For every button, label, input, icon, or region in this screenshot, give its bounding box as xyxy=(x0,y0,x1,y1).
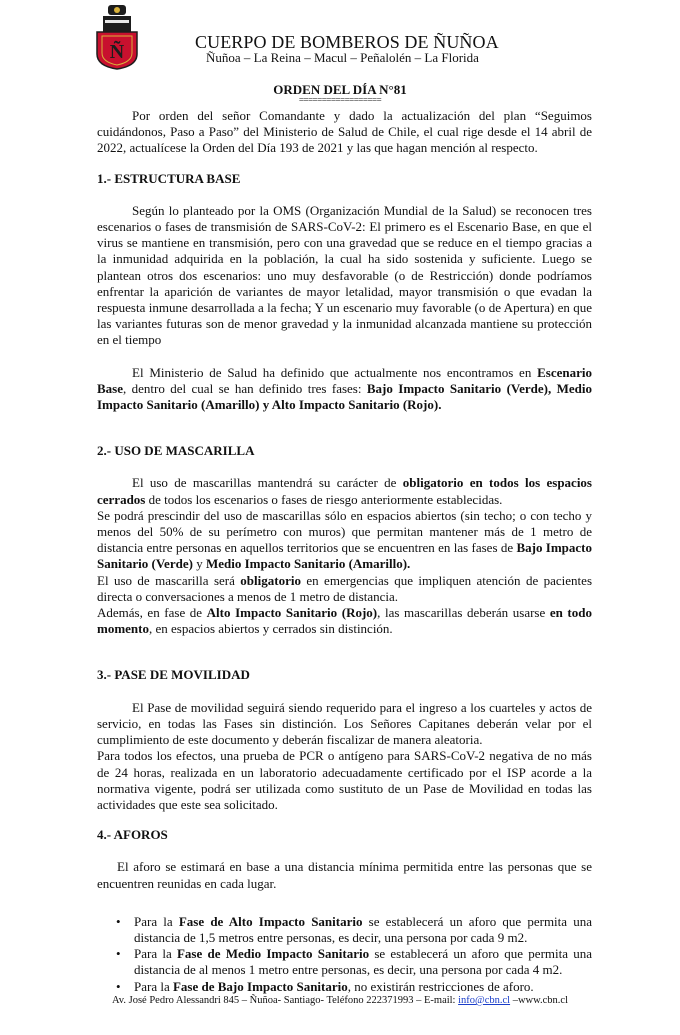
email-link[interactable]: info@cbn.cl xyxy=(458,995,511,1006)
order-title: ORDEN DEL DÍA N°81 xyxy=(273,82,407,97)
list-item: • Para la Fase de Bajo Impacto Sanitario, no existirán restricciones de aforo. xyxy=(116,978,534,994)
section-3-paragraph-2: Para todos los efectos, una prueba de PCR o antígeno para SARS-CoV-2 negativa de no más de 24 horas, realizada en un laboratorio adecuadamente certificado por el ISP acorde a la normativa vigente, podrá ser utilizada como sustituto de un Pase de Movilidad en todas las actividades que este sea solicitado. xyxy=(97,748,592,812)
list-item: • Para la Fase de Alto Impacto Sanitario se establecerá un aforo que permita una distancia de 1,5 metros entre personas, es decir, una persona por cada 9 m2. xyxy=(116,913,593,945)
section-1-paragraph-2: El Ministerio de Salud ha definido que actualmente nos encontramos en Escenario Base, dentro del cual se han definido tres fases: Bajo Impacto Sanitario (Verde), Medio Impacto Sanitario (Amarillo) y Alto Impacto Sanitario (Rojo). xyxy=(97,364,592,413)
section-4-title: 4.- AFOROS xyxy=(97,827,168,843)
list-item: • Para la Fase de Medio Impacto Sanitario se establecerá un aforo que permita una distancia de al menos 1 metro entre personas, es decir, una persona por cada 4 m2. xyxy=(116,946,593,978)
document-body xyxy=(97,108,592,995)
aforo-list xyxy=(97,914,592,995)
section-1-paragraph-1: Según lo planteado por la OMS (Organización Mundial de la Salud) se reconocen tres escenarios o fases de transmisión de SARS-CoV-2: El primero es el Escenario Base, en que el virus se mantiene en transmisión, pero con una gravedad que se reduce en el tiempo gracias a la inmunidad adquirida en la población, la cual ha sido sostenida y suficiente. Luego se plantean otros dos escenarios: uno muy desfavorable (o de Restricción) donde podríamos enfrentar la aparición de variantes de mayor letalidad, mayor transmisión o que evadan la respuesta inmune desarrollada a la fecha; Y un escenario muy favorable (o de Apertura) en que las variantes futuras son de menor gravedad y la inmunidad alcanzada mantiene su protección en el tiempo xyxy=(97,202,592,348)
section-3-paragraph-1: El Pase de movilidad seguirá siendo requerido para el ingreso a los cuarteles y actos de servicio, en todas las Fases sin distinción. Los Señores Capitanes deberán velar por el cumplimiento de este documento y deberán fiscalizar de manera aleatoria. xyxy=(97,699,592,748)
header-title: CUERPO DE BOMBEROS DE ÑUÑOA xyxy=(195,32,499,52)
page-footer: Av. José Pedro Alessandri 845 – Ñuñoa- Santiago- Teléfono 222371993 – E-mail: info@cbn.cl –www.cbn.cl xyxy=(112,995,568,1006)
bullet-icon: • xyxy=(116,946,121,962)
logo-letter: Ñ xyxy=(109,41,125,63)
section-2-paragraph-1: El uso de mascarillas mantendrá su carácter de obligatorio en todos los espacios cerrados de todos los escenarios o fases de riesgo anteriormente establecidas. xyxy=(97,475,592,507)
section-2-title: 2.- USO DE MASCARILLA xyxy=(97,443,255,459)
intro-paragraph: Por orden del señor Comandante y dado la actualización del plan “Seguimos cuidándonos, Paso a Paso” del Ministerio de Salud de Chile, el cual rige desde el 14 abril de 2022, actualícese la Orden del Día 193 de 2021 y las que hagan mención al respecto. xyxy=(97,108,592,156)
bullet-icon: • xyxy=(116,913,121,929)
section-1-title: 1.- ESTRUCTURA BASE xyxy=(97,170,241,186)
bullet-icon: • xyxy=(116,978,121,994)
section-3-title: 3.- PASE DE MOVILIDAD xyxy=(97,667,250,683)
fire-department-logo-icon xyxy=(94,4,140,70)
section-2-paragraph-3: El uso de mascarilla será obligatorio en emergencias que impliquen atención de pacientes directa o conversaciones a menos de 1 metro de distancia. xyxy=(97,572,592,604)
title-underline-rule: ================== xyxy=(298,95,382,105)
header-subtitle: Ñuñoa – La Reina – Macul – Peñalolén – La Florida xyxy=(206,50,479,65)
section-2-paragraph-2: Se podrá prescindir del uso de mascarillas sólo en espacios abiertos (sin techo; o con techo y menos del 50% de su perímetro con muros) que permitan mantener más de 1 metro de distancia entre personas en aquellos territorios que se encuentren en las fases de Bajo Impacto Sanitario (Verde) y Medio Impacto Sanitario (Amarillo). xyxy=(97,507,593,572)
section-2-paragraph-4: Además, en fase de Alto Impacto Sanitario (Rojo), las mascarillas deberán usarse en todo momento, en espacios abiertos y cerrados sin distinción. xyxy=(97,605,592,637)
section-4-paragraph-1: El aforo se estimará en base a una distancia mínima permitida entre las personas que se encuentren reunidas en cada lugar. xyxy=(97,859,592,891)
